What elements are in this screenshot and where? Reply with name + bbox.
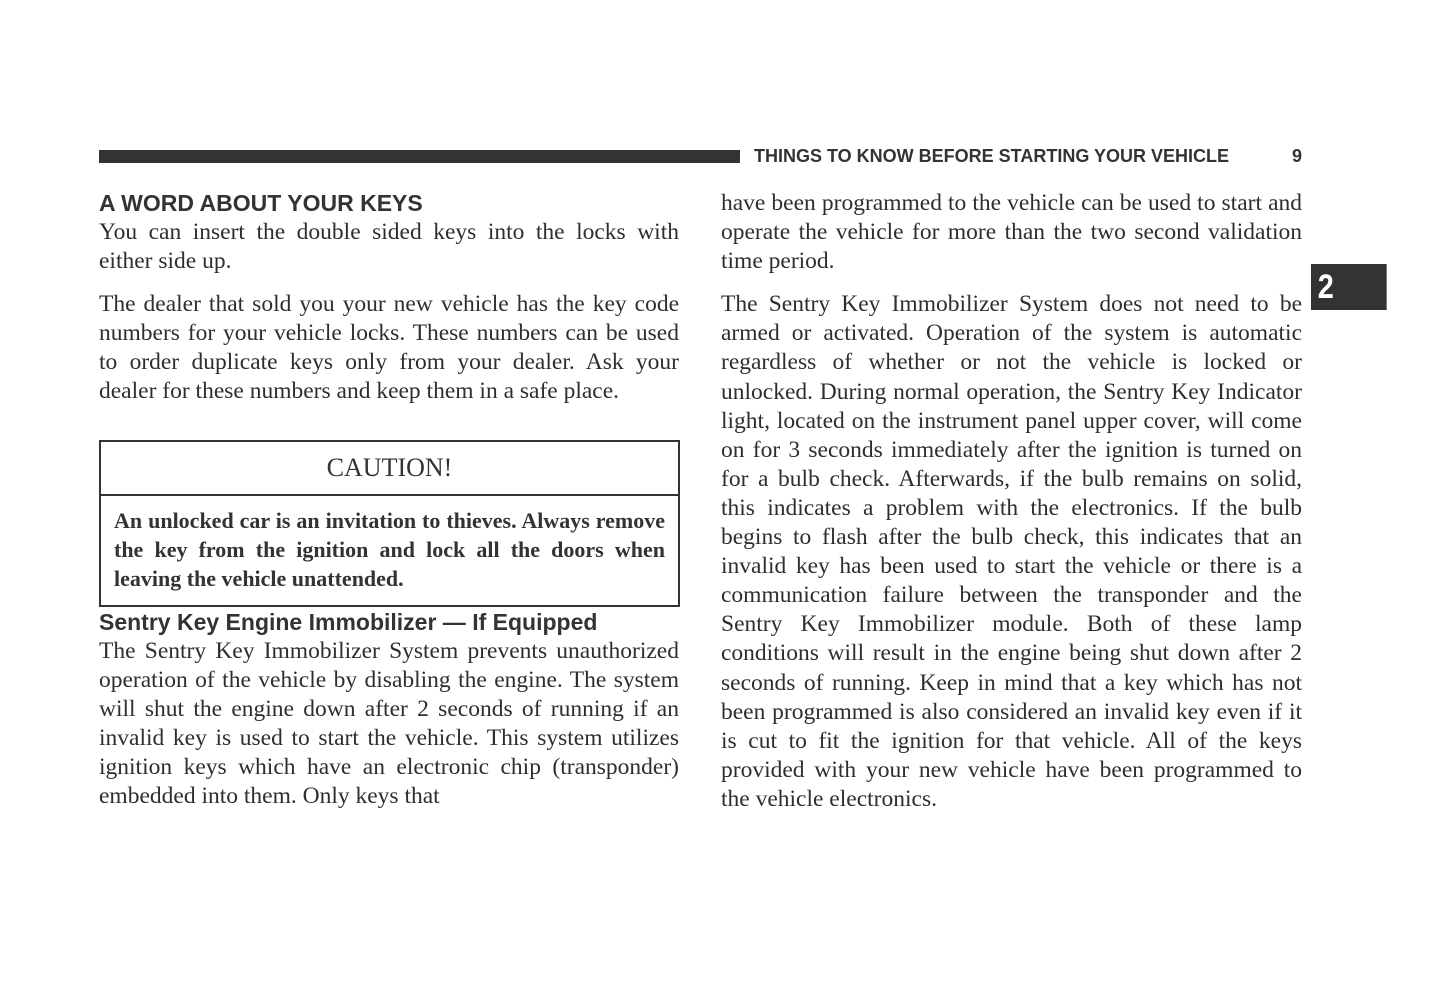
paragraph: have been programmed to the vehicle can be used to start and operate the vehicle for more than the two second validation time period. xyxy=(721,190,1302,275)
section-heading-keys: A WORD ABOUT YOUR KEYS xyxy=(99,190,423,216)
page-number: 9 xyxy=(1291,146,1302,166)
section-heading-immobilizer: Sentry Key Engine Immobilizer — If Equipped xyxy=(99,608,598,635)
paragraph: You can insert the double sided keys into the locks with either side up. xyxy=(99,219,679,275)
caution-text: An unlocked car is an invitation to thieves. Always remove the key from the ignition and lock all the doors when leaving the vehicle unattended. xyxy=(114,507,665,591)
right-column xyxy=(721,189,1302,814)
left-column xyxy=(99,188,679,811)
header-rule xyxy=(99,150,740,163)
paragraph: The Sentry Key Immobilizer System does not need to be armed or activated. Operation of the system is automatic regardless of whether or not the vehicle is locked or unlocked. During normal operation, the Sentry Key Indicator light, located on the instrument panel upper cover, will come on for 3 seconds immediately after the ignition is turned on for a bulb check. Afterwards, if the bulb remains on solid, this indicates a problem with the electronics. If the bulb begins to flash after the bulb check, this indicates that an invalid key has been used to start the vehicle or there is a communication failure between the transponder and the Sentry Key Immobilizer module. Both of these lamp conditions will result in the engine being shut down after 2 seconds of running. Keep in mind that a key which has not been programmed is also considered an invalid key even if it is cut to fit the ignition for that vehicle. All of the keys provided with your new vehicle have been programmed to the vehicle electronics. xyxy=(721,291,1302,812)
chapter-tab: 2 xyxy=(1311,264,1387,310)
caution-title: CAUTION! xyxy=(101,442,678,496)
paragraph: The dealer that sold you your new vehicle has the key code numbers for your vehicle locks. These numbers can be used to order duplicate keys only from your dealer. Ask your dealer for these numbers and keep them in a safe place. xyxy=(99,291,679,405)
running-header xyxy=(754,146,1302,167)
paragraph: The Sentry Key Immobilizer System prevents unauthorized operation of the vehicle by disabling the engine. The system will shut the engine down after 2 seconds of running if an invalid key is used to start the vehicle. This system utilizes ignition keys which have an electronic chip (transponder) embedded into them. Only keys that xyxy=(99,637,679,810)
running-title: THINGS TO KNOW BEFORE STARTING YOUR VEHICLE xyxy=(754,146,1230,166)
caution-box xyxy=(99,440,680,607)
